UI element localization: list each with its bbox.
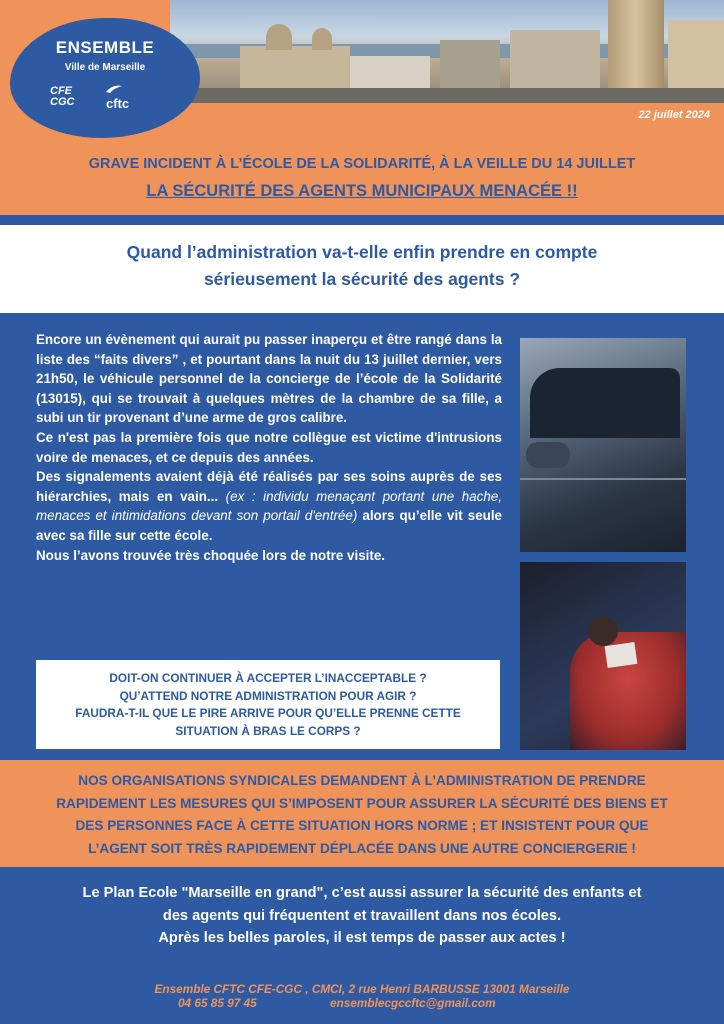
demand-line: DES PERSONNES FACE À CETTE SITUATION HORS NORME ; ET INSISTENT POUR QUE [75, 818, 649, 833]
logo-title: ENSEMBLE [55, 38, 155, 57]
publication-date: 22 juillet 2024 [638, 109, 710, 121]
photo-building [350, 56, 430, 92]
car-mirror [526, 442, 570, 468]
photo-dome [312, 28, 332, 50]
demand-text [20, 770, 704, 860]
photo-building [440, 40, 500, 92]
article-paragraph: Encore un évènement qui aurait pu passer inaperçu et être rangé dans la liste des “faits divers” , et pourtant dans la nuit du 13 juillet dernier, vers 21h50, le véhicule personnel de la concierge de l’école de la Solidarité (13015), qui se trouvait à quelques mètres de la chambre de sa fille, a subi un tir provenant d’une arme de gros calibre. [36, 332, 502, 426]
demand-line: RAPIDEMENT LES MESURES QUI S’IMPOSENT POUR ASSURER LA SÉCURITÉ DES BIENS ET [56, 795, 668, 811]
footer-phone[interactable]: 04 65 85 97 45 [178, 996, 257, 1010]
photo-foreground [170, 88, 724, 103]
article-text: Des signalements avaient déjà été réalisés par ses soins auprès de ses hiérarchies, mais en vain... [36, 469, 502, 504]
photo-car-bullet-hole [520, 562, 686, 750]
callout-box [36, 660, 500, 749]
alert-headline: GRAVE INCIDENT À L’ÉCOLE DE LA SOLIDARITÉ, À LA VEILLE DU 14 JUILLET [88, 156, 636, 172]
article-body [36, 330, 502, 565]
photo-dome [266, 24, 292, 50]
footer-address: Ensemble CFTC CFE-CGC , CMCI, 2 rue Henri BARBUSSE 13001 Marseille [154, 982, 570, 996]
article-paragraph: Nous l’avons trouvée très choquée lors de notre visite. [36, 547, 386, 563]
question-line: sérieusement la sécurité des agents ? [203, 269, 521, 289]
header-photo-marseille [170, 0, 724, 103]
demand-line: L’AGENT SOIT TRÈS RAPIDEMENT DÉPLACÉE DANS UNE AUTRE CONCIERGERIE ! [88, 840, 636, 856]
article-text: alors qu’elle vit seule avec sa fille sur cette école. [36, 508, 503, 543]
callout-line: SITUATION À BRAS LE CORPS ? [175, 723, 361, 738]
article-example: (ex : individu menaçant portant une hache, menaces et intimidations devant son portail d'entrée) [36, 488, 502, 524]
car-window [530, 368, 680, 438]
car-door-line [520, 478, 686, 480]
article-paragraph: Ce n'est pas la première fois que notre collègue est victime d'intrusions voire de menaces, et ce depuis des années. [36, 429, 502, 465]
closing-line: Le Plan Ecole "Marseille en grand", c’est aussi assurer la sécurité des enfants et [82, 885, 642, 901]
cftc-bird-icon [104, 84, 124, 94]
logo-subtitle: Ville de Marseille [64, 62, 146, 73]
header [0, 0, 724, 140]
photo-cathedral [240, 46, 350, 94]
photo-building [668, 20, 724, 92]
question-line: Quand l’administration va-t-elle enfin prendre en compte [126, 242, 598, 262]
alert-subheadline: LA SÉCURITÉ DES AGENTS MUNICIPAUX MENACÉE !! [146, 182, 578, 200]
reflection-paper [605, 642, 638, 668]
closing-line: Après les belles paroles, il est temps de passer aux actes ! [158, 930, 566, 946]
logo-badge [10, 18, 200, 138]
footer-email[interactable]: ensemblecgccftc@gmail.com [330, 996, 496, 1010]
demand-banner [0, 760, 724, 867]
photo-building [510, 30, 600, 92]
callout-line: DOIT-ON CONTINUER À ACCEPTER L’INACCEPTABLE ? [109, 671, 427, 685]
alert-band [0, 140, 724, 215]
question-banner [0, 225, 724, 313]
closing-line: des agents qui fréquentent et travaillent dans nos écoles. [162, 907, 562, 924]
reflection-person [588, 616, 618, 646]
callout-line: QU’ATTEND NOTRE ADMINISTRATION POUR AGIR ? [119, 688, 417, 703]
demand-line: NOS ORGANISATIONS SYNDICALES DEMANDENT À L’ADMINISTRATION DE PRENDRE [78, 773, 646, 788]
photo-damaged-car [520, 338, 686, 552]
closing-statement [0, 882, 724, 950]
cftc-logo: cftc [106, 96, 130, 111]
cfe-cgc-logo: CFE CGC [50, 85, 75, 108]
divider [0, 215, 724, 225]
article-paragraph [36, 467, 502, 545]
question-text [0, 239, 724, 293]
callout-line: FAUDRA-T-IL QUE LE PIRE ARRIVE POUR QU’ELLE PRENNE CETTE [75, 706, 461, 720]
